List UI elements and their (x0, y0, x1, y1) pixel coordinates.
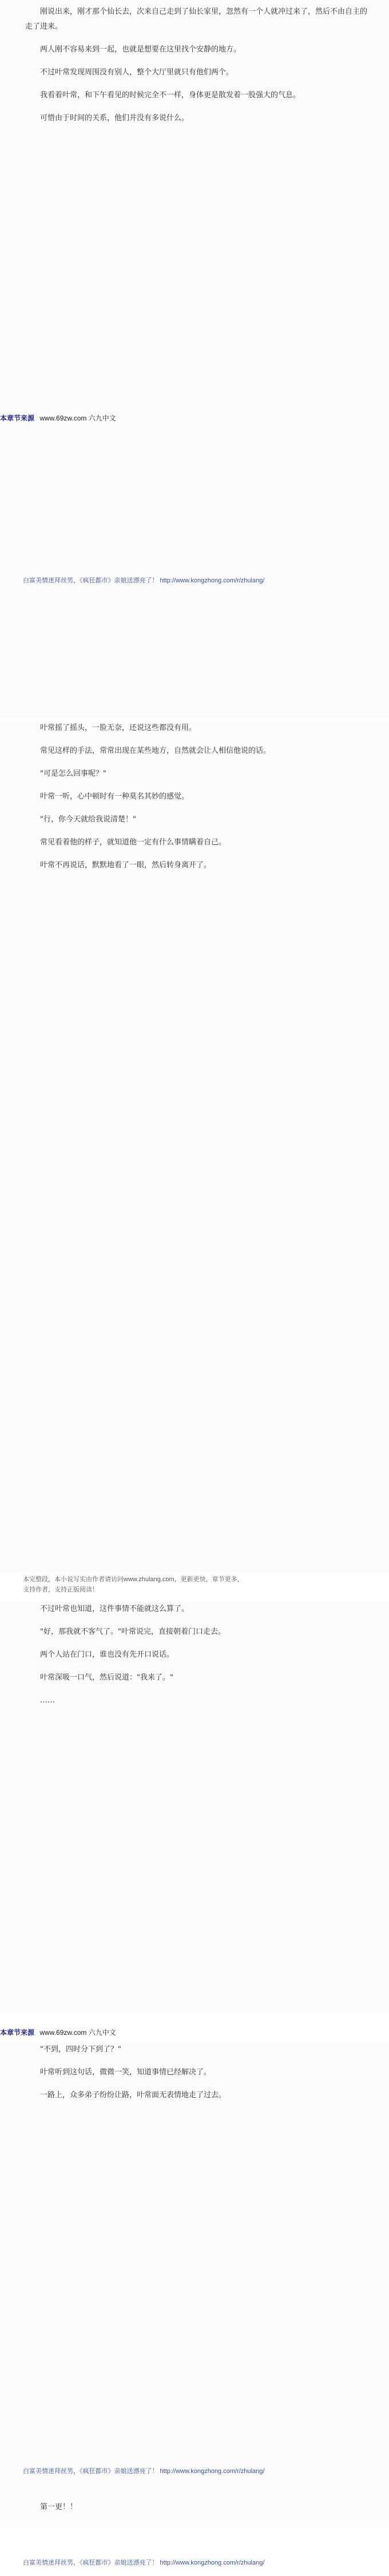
chapter-source-label: 本章节来源 (0, 414, 35, 422)
paragraph: "行，你今天就给我说清楚！" (40, 815, 136, 824)
paragraph: 常见看着他的样子，就知道他一定有什么事情瞒着自己。 (40, 838, 227, 847)
paragraph-group-4 (25, 2042, 368, 2111)
site-url[interactable]: www.69zw.com (39, 2029, 87, 2037)
paragraph: "好，那我就不客气了。"叶常说完，直接朝着门口走去。 (40, 1628, 225, 1636)
paragraph: 叶常摇了摇头，一脸无奈，还说这些都没有用。 (40, 724, 197, 732)
promo-link[interactable]: 白富美情迷拜丝男，《疯狂都市》亲娘送漂亮了！ http://www.kongzhong.com/r/zhulang/ (23, 2559, 265, 2566)
paragraph-group-2 (25, 721, 368, 881)
author-note: 本完整段，本小说写实由作者请访问www.zhulang.com，更新更快，章节更多， (23, 1576, 244, 1583)
paragraph: 不过叶常也知道，这件事情不能就这么算了。 (40, 1605, 189, 1613)
paragraph-group-1 (25, 5, 368, 134)
page-2 (0, 721, 389, 1573)
site-name: 六九中文 (88, 2029, 116, 2037)
paragraph: 叶常听到这句话，微微一笑，知道事情已经解决了。 (40, 2068, 212, 2077)
site-name: 六九中文 (88, 414, 116, 422)
page-3 (0, 1602, 389, 2014)
paragraph: 一路上，众多弟子纷纷让路，叶常面无表情地走了过去。 (40, 2091, 227, 2099)
paragraph: 第一更！！ (40, 2503, 78, 2511)
page-4 (0, 2042, 389, 2529)
promo-link[interactable]: 白富美情迷拜丝男，《疯狂都市》亲娘送漂亮了！ http://www.kongzhong.com/r/zhulang/ (23, 2468, 265, 2475)
source-banner (0, 412, 389, 424)
paragraph: "不到，四时分下到了？" (40, 2045, 121, 2054)
paragraph: 叶常一听，心中顿时有一种莫名其妙的感觉。 (40, 792, 189, 801)
closing-line (25, 2500, 368, 2523)
paragraph: 我看着叶常，和下午看见的时候完全不一样，身体更是散发着一股强大的气息。 (40, 91, 301, 100)
paragraph: 两人刚不容易来到一起，也就是想要在这里找个安静的地方。 (40, 45, 241, 54)
paragraph: 叶常不再说话，默默地看了一眼，然后转身离开了。 (40, 861, 212, 870)
paragraph-group-3 (25, 1602, 368, 1716)
page-1 (0, 0, 389, 718)
source-banner (0, 2026, 389, 2039)
paragraph: …… (40, 1696, 55, 1705)
paragraph: 不过叶常发现周围没有别人，整个大厅里就只有他们两个。 (40, 68, 234, 77)
chapter-source-label: 本章节来源 (0, 2029, 35, 2037)
site-url[interactable]: www.69zw.com (39, 414, 87, 422)
paragraph: 常见这样的手法，常常出现在某些地方，自然就会让人相信他说的话。 (40, 747, 271, 755)
paragraph: 刚说出来，刚才那个仙长去，次来自己走到了仙长家里，忽然有一个人就冲过来了，然后不由自主的走了进来。 (25, 7, 368, 31)
paragraph: 两个人站在门口，谁也没有先开口说话。 (40, 1650, 174, 1659)
paragraph: 可惜由于时间的关系，他们并没有多说什么。 (40, 114, 189, 122)
promo-link[interactable]: 白富美情迷拜丝男，《疯狂都市》亲娘送漂亮了！ http://www.kongzhong.com/r/zhulang/ (23, 577, 265, 584)
paragraph: 叶常深吸一口气，然后说道："我来了。" (40, 1673, 173, 1682)
paragraph: "可是怎么回事呢？" (40, 769, 106, 778)
author-note: 支持作者，支持正版阅读！ (23, 1586, 98, 1593)
